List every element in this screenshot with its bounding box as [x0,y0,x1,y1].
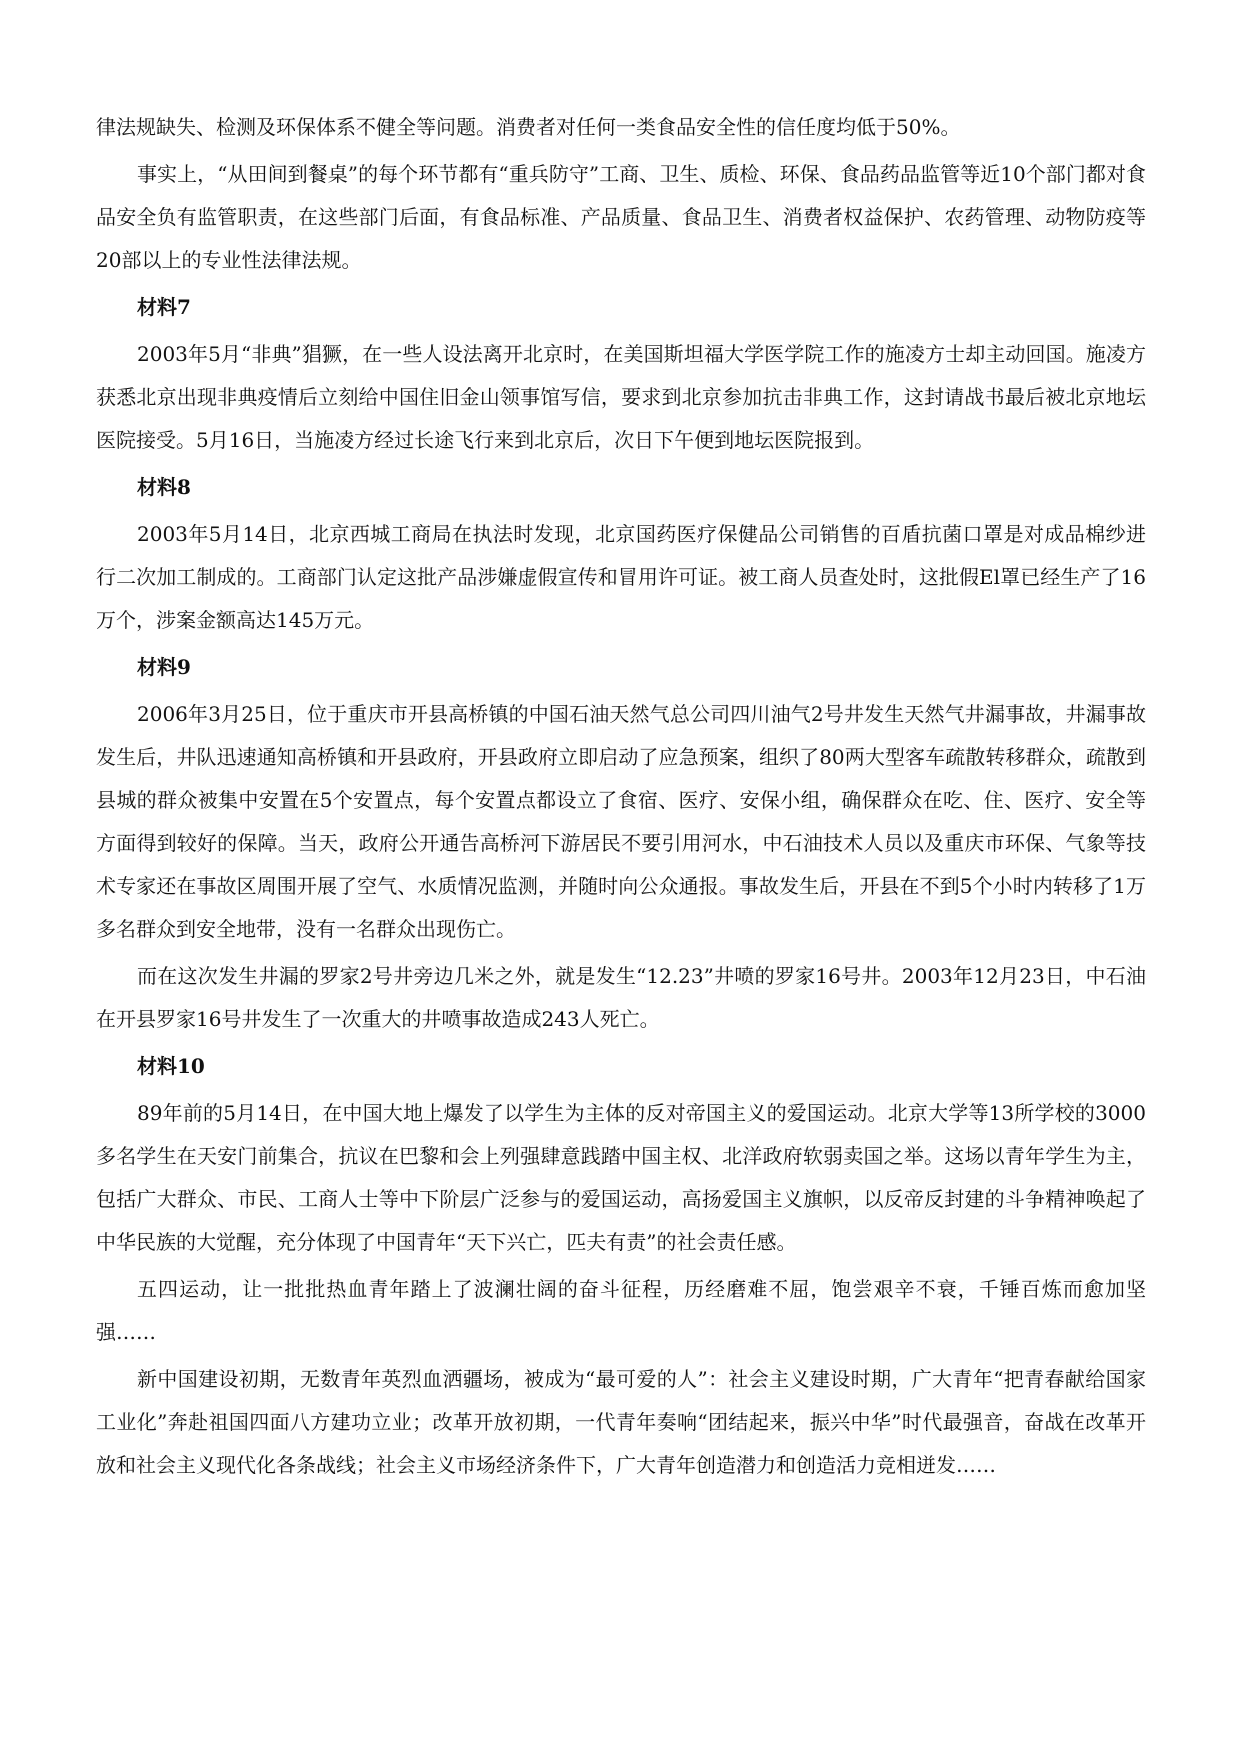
paragraph: 事实上，“从田间到餐桌”的每个环节都有“重兵防守”工商、卫生、质检、环保、食品药品监管等近10个部门都对食品安全负有监管职责，在这些部门后面，有食品标准、产品质量、食品卫生、消费者权益保护、农药管理、动物防疫等20部以上的专业性法律法规。 [96,162,1146,272]
paragraph: 2006年3月25日，位于重庆市开县高桥镇的中国石油天然气总公司四川油气2号井发生天然气井漏事故，井漏事故发生后，井队迅速通知高桥镇和开县政府，开县政府立即启动了应急预案，组织了80两大型客车疏散转移群众，疏散到县城的群众被集中安置在5个安置点，每个安置点都设立了食宿、医疗、安保小组，确保群众在吃、住、医疗、安全等方面得到较好的保障。当天，政府公开通告高桥河下游居民不要引用河水，中石油技术人员以及重庆市环保、气象等技术专家还在事故区周围开展了空气、水质情况监测，并随时向公众通报。事故发生后，开县在不到5个小时内转移了1万多名群众到安全地带，没有一名群众出现伤亡。 [96,702,1146,941]
paragraph: 而在这次发生井漏的罗家2号井旁边几米之外，就是发生“12.23”井喷的罗家16号井。2003年12月23日，中石油在开县罗家16号井发生了一次重大的井喷事故造成243人死亡。 [96,964,1146,1031]
paragraph: 五四运动，让一批批热血青年踏上了波澜壮阔的奋斗征程，历经磨难不屈，饱尝艰辛不衰，千锤百炼而愈加坚强…… [96,1277,1146,1344]
paragraph: 89年前的5月14日，在中国大地上爆发了以学生为主体的反对帝国主义的爱国运动。北京大学等13所学校的3000多名学生在天安门前集合，抗议在巴黎和会上列强肆意践踏中国主权、北洋政府软弱卖国之举。这场以青年学生为主，包括广大群众、市民、工商人士等中下阶层广泛参与的爱国运动，高扬爱国主义旗帜，以反帝反封建的斗争精神唤起了中华民族的大觉醒，充分体现了中国青年“天下兴亡，匹夫有责”的社会责任感。 [96,1101,1146,1254]
document-page [96,106,1146,1491]
paragraph: 2003年5月14日，北京西城工商局在执法时发现，北京国药医疗保健品公司销售的百盾抗菌口罩是对成品棉纱进行二次加工制成的。工商部门认定这批产品涉嫌虚假宣传和冒用许可证。被工商人员查处时，这批假El罩已经生产了16万个，涉案金额高达145万元。 [96,522,1146,632]
paragraph: 2003年5月“非典”猖獗，在一些人设法离开北京时，在美国斯坦福大学医学院工作的施凌方士却主动回国。施凌方获悉北京出现非典疫情后立刻给中国住旧金山领事馆写信，要求到北京参加抗击非典工作，这封请战书最后被北京地坛医院接受。5月16日，当施凌方经过长途飞行来到北京后，次日下午便到地坛医院报到。 [96,342,1146,452]
section-heading: 材料9 [137,655,191,679]
paragraph: 律法规缺失、检测及环保体系不健全等问题。消费者对任何一类食品安全性的信任度均低于50%。 [96,115,961,139]
paragraph: 新中国建设初期，无数青年英烈血洒疆场，被成为“最可爱的人”：社会主义建设时期，广大青年“把青春献给国家工业化”奔赴祖国四面八方建功立业；改革开放初期，一代青年奏响“团结起来，振兴中华”时代最强音，奋战在改革开放和社会主义现代化各条战线；社会主义市场经济条件下，广大青年创造潜力和创造活力竞相迸发…… [96,1367,1146,1477]
section-heading: 材料8 [137,475,191,499]
section-heading: 材料10 [137,1054,205,1078]
section-heading: 材料7 [137,295,191,319]
